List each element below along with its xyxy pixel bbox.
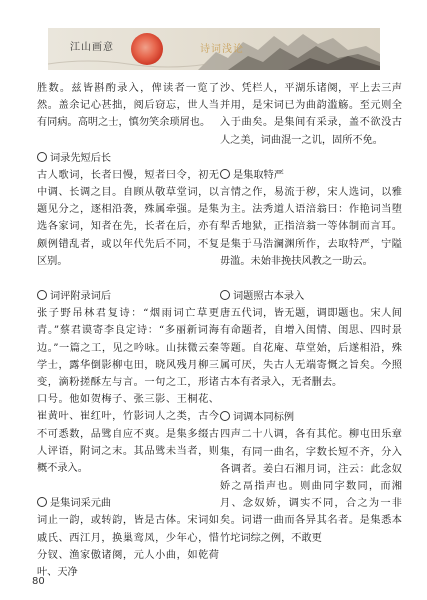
circle-bullet-icon: [37, 497, 47, 507]
section-heading: 词评附录词后: [37, 288, 219, 305]
banner-title-right: 诗词浅论: [200, 44, 244, 55]
circle-bullet-icon: [220, 411, 230, 421]
section-body: 言情之作，易流于秽，宋人选词，以雅为主。法秀道人语涪翁曰：作艳词当堕犁舌地狱，正指涪翁一等体制而言耳。是集于马浩澜渊所作，去取特严，宁隘毋滥。未始非挽扶风教之一助云。: [220, 187, 402, 267]
circle-bullet-icon: [37, 290, 47, 300]
banner-title-left: 江山画意: [70, 42, 114, 53]
circle-bullet-icon: [220, 290, 230, 300]
left-column: [37, 80, 219, 581]
section-body: 唐五代词，皆无题，调即题也。宋人间有命题者，自增入闺情、闺思、四时景等题。自花庵、草堂始，后遂相沿，殊属可厌，失古人无端寄慨之旨矣。今照古本有者录入，无者删去。: [220, 308, 402, 389]
circle-bullet-icon: [37, 152, 47, 162]
section-body: 张子野吊林君复诗：“烟雨词亡草更青。”蔡君谟寄李良定诗：“多丽新词海边。”一篇之工，见之吟咏。山抹微云秦学士，露华倒影柳屯田，晓风残月柳三变，滴粉搓酥左与言。一句之工，形诸口号。他如贺梅子、张三影、王桐花、崔黄叶、崔红叶，竹影词人之类，古今不可悉数，品骘自应不爽。是集多缀古人评语，附词之末。其品骘未当者，则概不录入。: [37, 308, 219, 475]
circle-bullet-icon: [220, 169, 230, 179]
section-heading: 词题照古本录入: [220, 288, 402, 305]
section-heading: 词录先短后长: [37, 150, 219, 167]
right-column: [220, 80, 402, 547]
red-sun-icon: [131, 33, 163, 65]
section-heading: 是集取特严: [220, 167, 402, 184]
section-heading: 词调本同标例: [220, 409, 402, 426]
page-number: 80: [32, 576, 45, 587]
right-intro-text: 沙、凭栏人，平湖乐诸阕，平上去三声并用，是宋词已为曲韵滥觞。至元则全入于曲矣。是集间有采录，盖不欲没古人之美，词曲混一之讥，固所不免。: [220, 83, 402, 146]
left-intro-text: 胜数。兹皆斟酌录入，俾读者一览了然。盖余记心甚拙，阅后窃忘，世人当有同病。高明之士，慎勿笑余琐屑也。: [37, 83, 219, 129]
section-body: 四声二十八调，各有其佗。柳屯田乐章集，有同一曲名，字数长短不齐，分入各调者。姜白石湘月词，注云：此念奴娇之鬲指声也。则曲同字数同，而湘月、念奴娇，调实不同，合之为一非矣。词谱一曲而各异其名者。是集悉本竹坨词综之例，不敢更: [220, 429, 402, 544]
section-heading: 是集词采元曲: [37, 495, 219, 512]
section-body: 古人歌词，长者曰慢，短者曰令，初无中调、长调之目。自顾从敬草堂词，以题见分之，逐相沿袭，殊属牵强。是集选各家词，知者在先，长者在后，亦有颇例错乱者，或以年代先后不同，不复区别。: [37, 169, 219, 267]
section-body: 词止一韵，或转韵，皆是古体。宋词如戚氏、西江月，换巢鸾凤，少年心，惜分钗、渔家傲诸阕，元人小曲，如乾荷叶、天净: [37, 515, 219, 579]
